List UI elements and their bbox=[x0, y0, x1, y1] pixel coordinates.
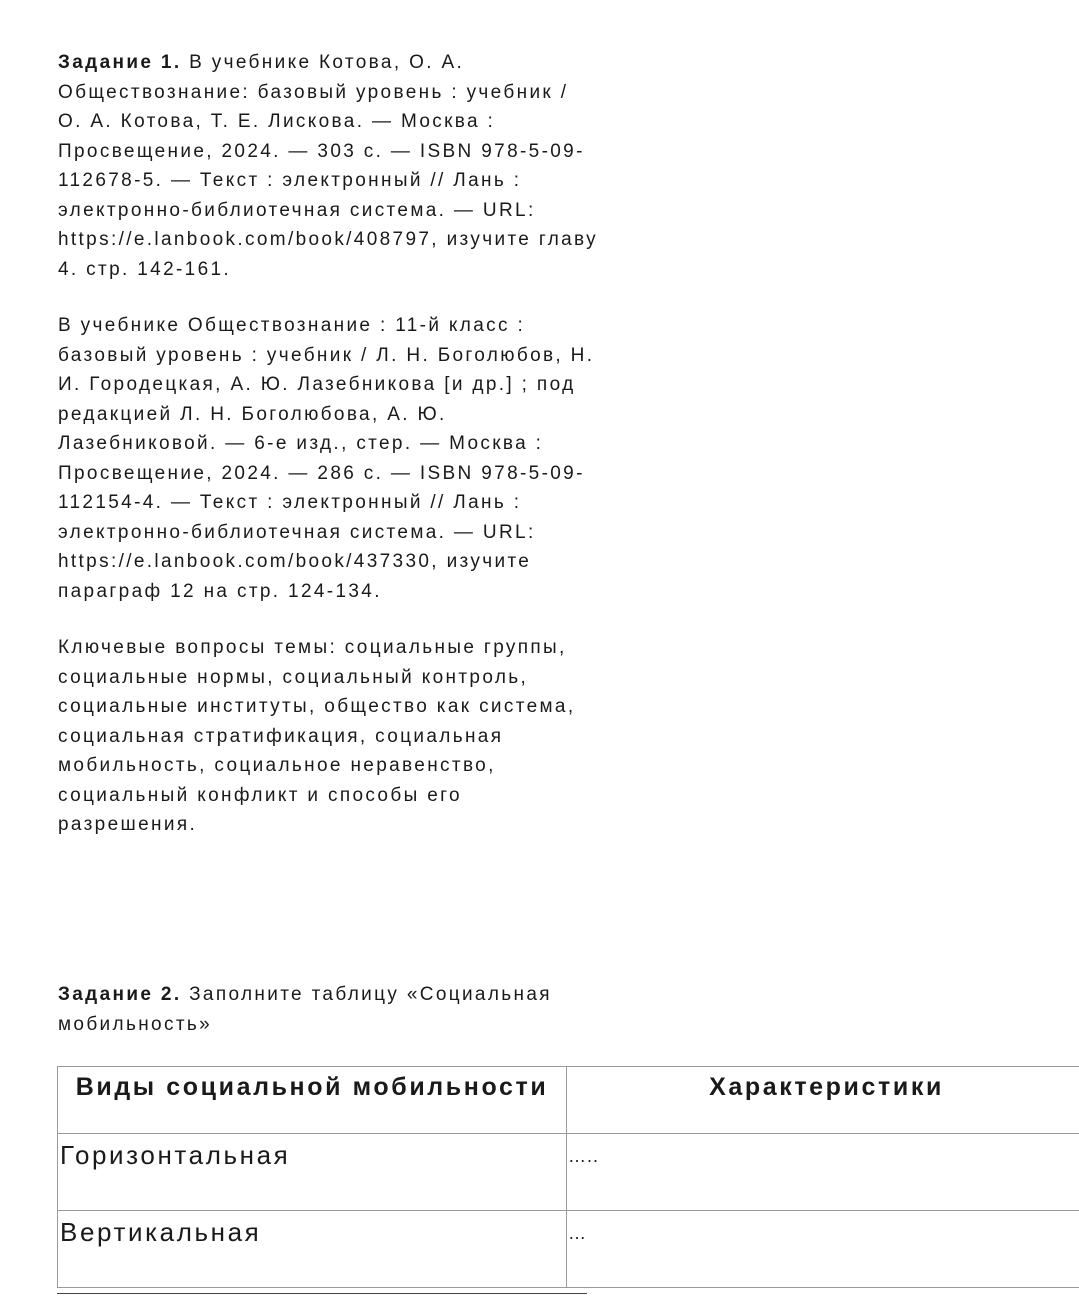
task2-block bbox=[58, 980, 578, 1039]
task2-text: Заполните таблицу «Социальная мобильность» bbox=[58, 984, 552, 1035]
task1-label: Задание 1. bbox=[58, 52, 182, 73]
footnote-divider bbox=[57, 1293, 587, 1294]
task1-paragraph bbox=[58, 48, 598, 284]
row-type: Вертикальная bbox=[58, 1211, 567, 1288]
task1-text: В учебнике Котова, О. А. Обществознание: базовый уровень : учебник / О. А. Котова, Т. Е. Лискова. — Москва : Просвещение, 2024. — 303 с. — ISBN 978-5-09-112678-5. — Текст : электронный // Лань : электронно-библиотечная система. — URL: https://e.lanbook.com/book/408797, изучите главу 4. стр. 142-161. bbox=[58, 52, 598, 280]
table-row bbox=[58, 1134, 1079, 1211]
key-questions: Ключевые вопросы темы: социальные группы, социальные нормы, социальный контроль, социальные институты, общество как система, социальная стратификация, социальная мобильность, социальное неравенство, социальный конфликт и способы его разрешения. bbox=[58, 637, 576, 835]
row-value[interactable]: … bbox=[567, 1211, 1079, 1288]
task2-paragraph bbox=[58, 980, 578, 1039]
mobility-table bbox=[57, 1066, 1079, 1288]
row-value[interactable]: ….. bbox=[567, 1134, 1079, 1211]
header-characteristics: Характеристики bbox=[567, 1067, 1079, 1134]
task2-label: Задание 2. bbox=[58, 984, 182, 1005]
header-types: Виды социальной мобильности bbox=[58, 1067, 567, 1134]
table-header-row bbox=[58, 1067, 1079, 1134]
table-row bbox=[58, 1211, 1079, 1288]
row-type: Горизонтальная bbox=[58, 1134, 567, 1211]
task1-block bbox=[58, 48, 598, 840]
task1-paragraph-2: В учебнике Обществознание : 11-й класс : базовый уровень : учебник / Л. Н. Боголюбов, Н. И. Городецкая, А. Ю. Лазебникова [и др.] ; под редакцией Л. Н. Боголюбова, А. Ю. Лазебниковой. — 6-е изд., стер. — Москва : Просвещение, 2024. — 286 с. — ISBN 978-5-09-112154-4. — Текст : электронный // Лань : электронно-библиотечная система. — URL: https://e.lanbook.com/book/437330, изучите параграф 12 на стр. 124-134. bbox=[58, 315, 595, 602]
